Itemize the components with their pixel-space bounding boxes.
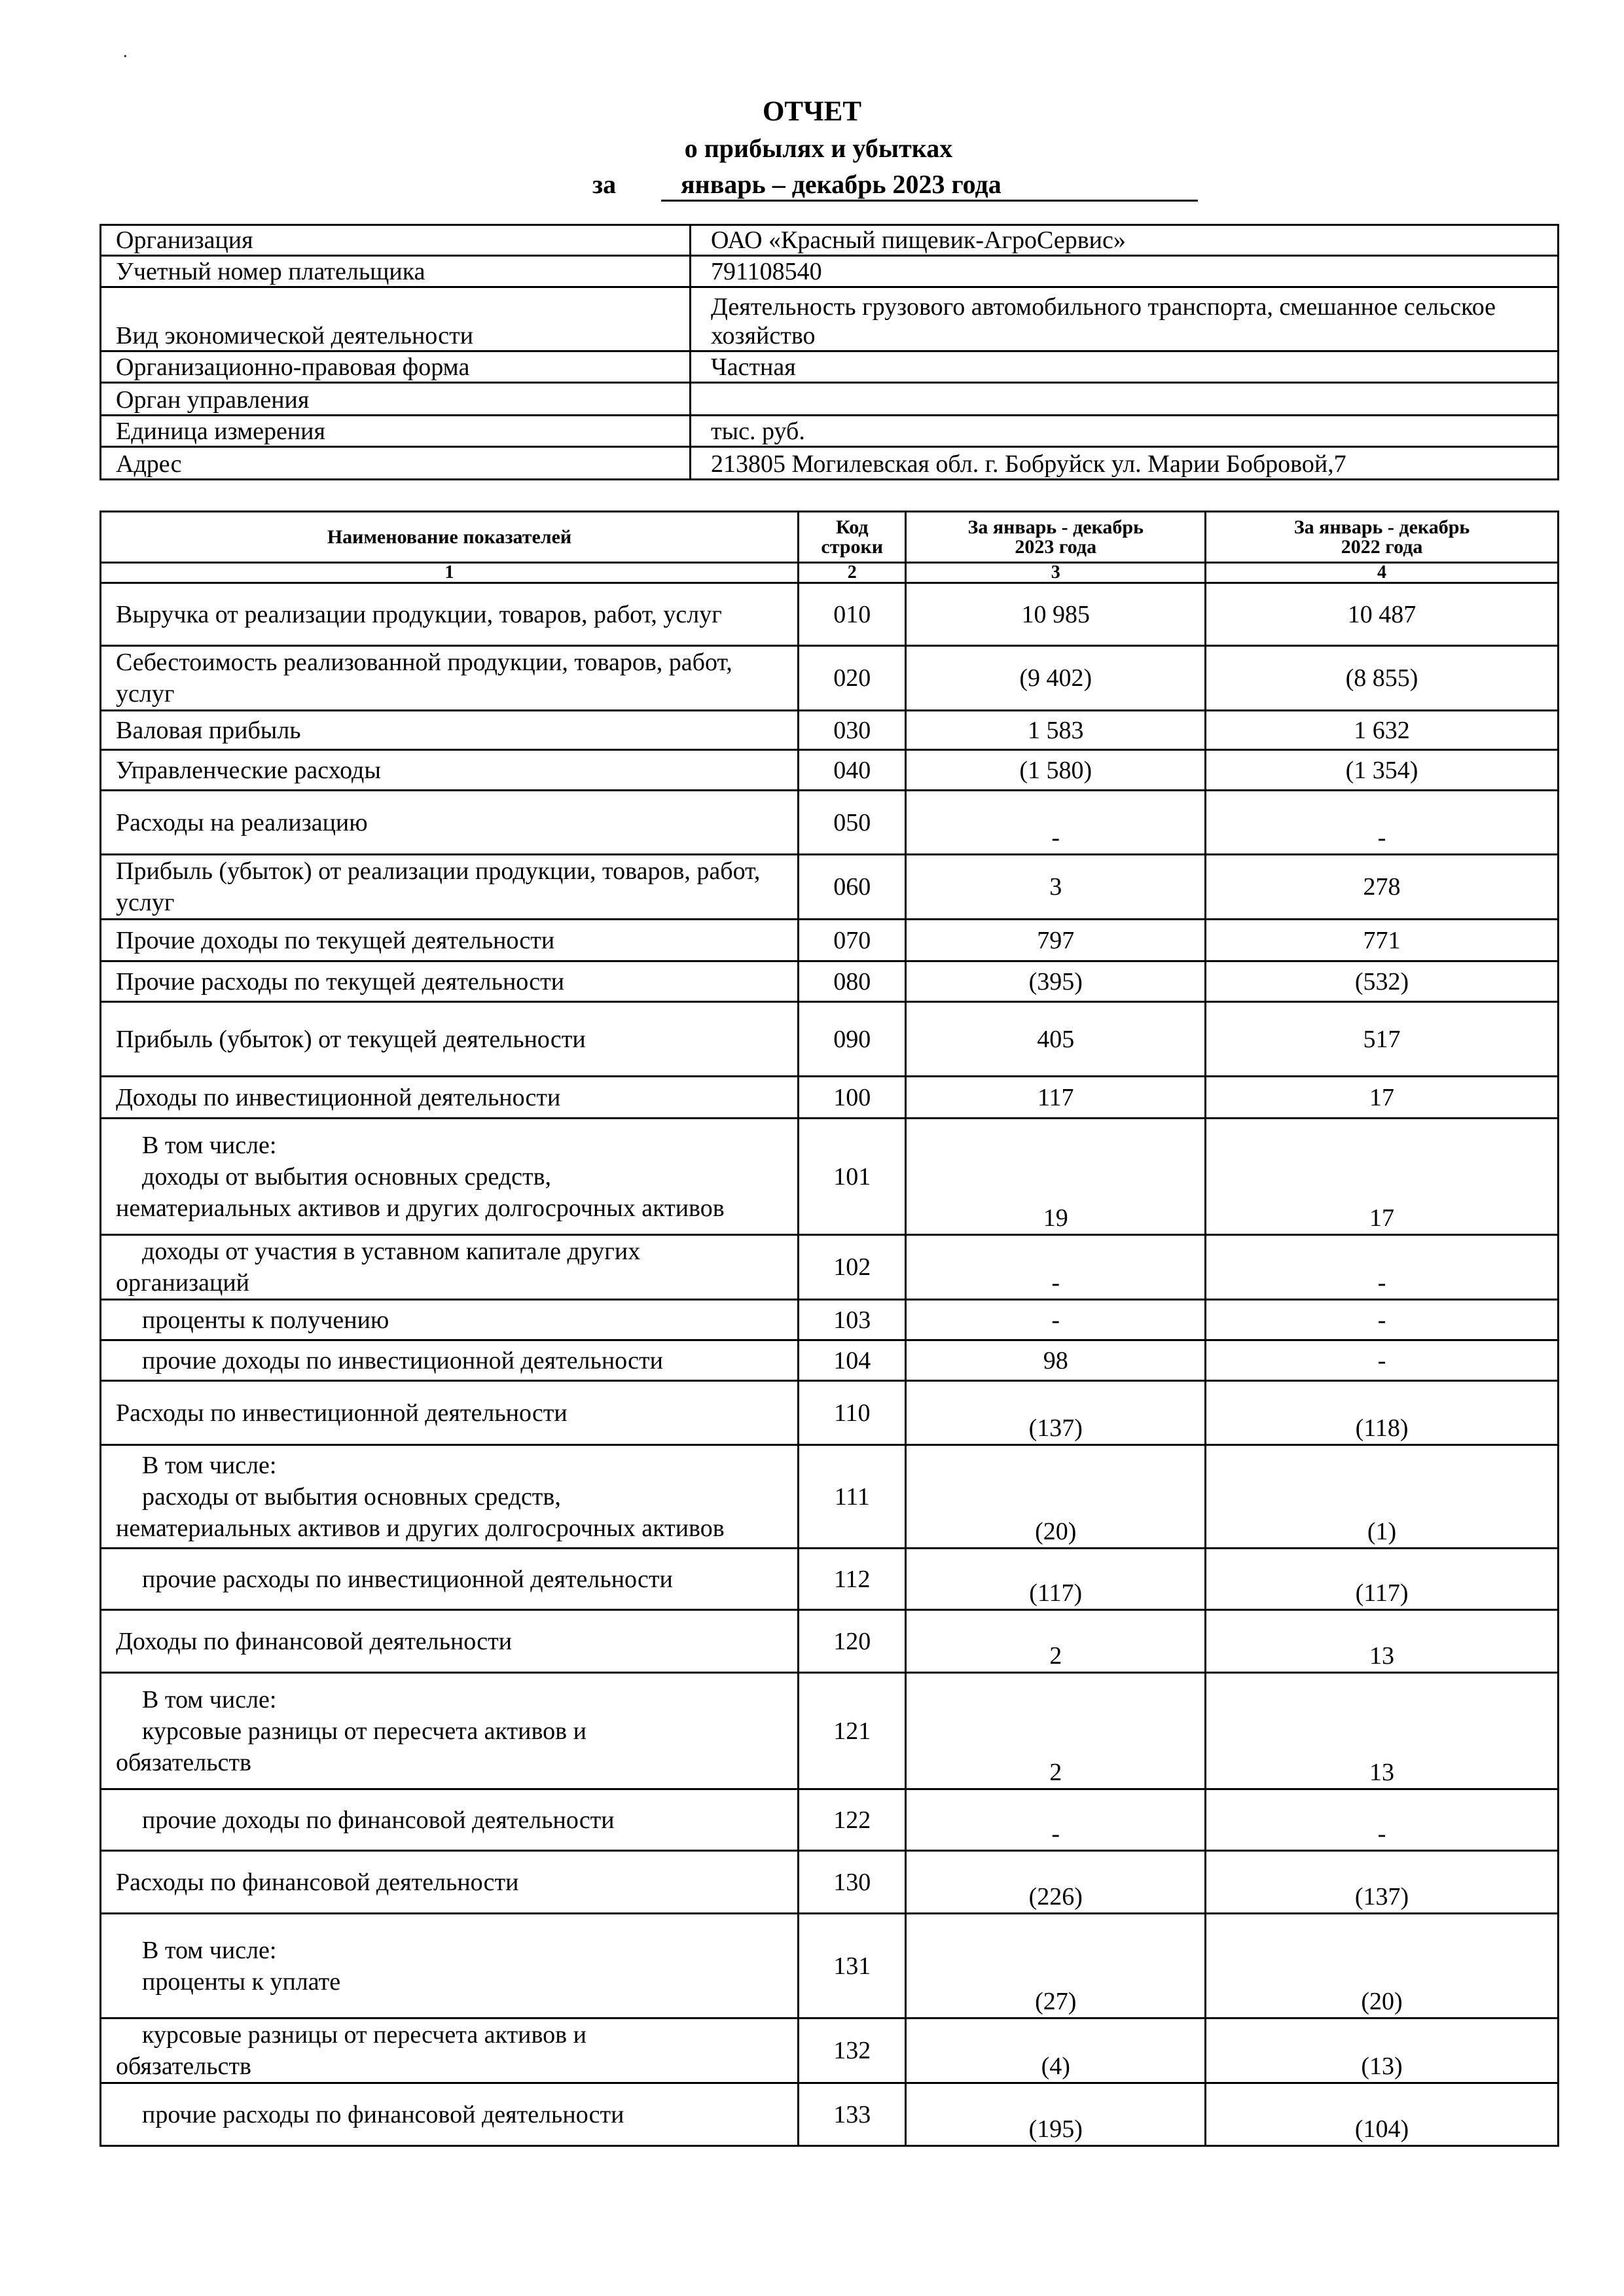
line-code: 101: [799, 1119, 906, 1235]
value-current-year: 98: [906, 1340, 1206, 1381]
table-row: [101, 1340, 1559, 1381]
indicator-name: [101, 791, 799, 855]
indicator-name-line: Себестоимость реализованной продукции, товаров, работ, услуг: [116, 649, 732, 708]
table-row: [101, 1851, 1559, 1914]
value-current-year: (137): [906, 1381, 1206, 1445]
header-previous-period: [1206, 512, 1559, 563]
indicator-name-line: доходы от выбытия основных средств,: [142, 1162, 552, 1191]
line-code: 122: [799, 1789, 906, 1851]
value-previous-year: 1 632: [1206, 711, 1559, 750]
value-current-year: (27): [906, 1914, 1206, 2018]
indicator-name: [101, 1340, 799, 1381]
header-previous-line: 2022 года: [1341, 535, 1423, 558]
value-previous-year: (118): [1206, 1381, 1559, 1445]
info-value: Деятельность грузового автомобильного транспорта, смешанное сельское хозяйство: [691, 287, 1559, 351]
line-code: 010: [799, 583, 906, 646]
indicator-name: [101, 583, 799, 646]
value-previous-year: -: [1206, 1235, 1559, 1300]
indicator-name-line: прочие доходы по инвестиционной деятельности: [142, 1346, 663, 1374]
column-number: 3: [906, 563, 1206, 583]
value-previous-year: (20): [1206, 1914, 1559, 2018]
line-code: 030: [799, 711, 906, 750]
indicator-name: [101, 1077, 799, 1119]
indicator-name: [101, 646, 799, 711]
value-previous-year: -: [1206, 1300, 1559, 1340]
indicator-name-line: Выручка от реализации продукции, товаров, работ, услуг: [116, 600, 722, 628]
value-previous-year: (8 855): [1206, 646, 1559, 711]
info-value: тыс. руб.: [691, 416, 1559, 447]
info-label: Адрес: [101, 447, 691, 480]
info-label: Организационно-правовая форма: [101, 351, 691, 383]
indicator-name-line: доходы от участия в уставном капитале других: [142, 1238, 641, 1265]
indicator-name: [101, 961, 799, 1002]
header-code-line: строки: [821, 535, 884, 558]
info-value: Частная: [691, 351, 1559, 383]
indicator-name-line: расходы от выбытия основных средств,: [142, 1482, 561, 1511]
indicator-name: [101, 920, 799, 961]
line-code: 020: [799, 646, 906, 711]
value-previous-year: 13: [1206, 1673, 1559, 1789]
table-body: [101, 583, 1559, 2146]
value-previous-year: 771: [1206, 920, 1559, 961]
indicator-name: [101, 1789, 799, 1851]
indicator-name-line: Расходы по финансовой деятельности: [116, 1868, 519, 1896]
table-row: [101, 2083, 1559, 2146]
column-number-row: [101, 563, 1559, 583]
value-current-year: 1 583: [906, 711, 1206, 750]
info-label: Учетный номер плательщика: [101, 256, 691, 287]
header-current-period: [906, 512, 1206, 563]
indicator-name: [101, 711, 799, 750]
indicator-name-line: проценты к уплате: [142, 1967, 341, 1996]
table-row: [101, 1119, 1559, 1235]
indicator-name: [101, 1235, 799, 1300]
indicator-name-line: Доходы по инвестиционной деятельности: [116, 1083, 561, 1111]
table-row: [101, 646, 1559, 711]
indicator-name-line: нематериальных активов и других долгосрочных активов: [116, 1514, 725, 1542]
info-row-address: [101, 447, 1559, 480]
value-current-year: 117: [906, 1077, 1206, 1119]
info-value: [691, 383, 1559, 416]
indicator-name-line: Расходы по инвестиционной деятельности: [116, 1399, 568, 1427]
info-value: 213805 Могилевская обл. г. Бобруйск ул. Марии Бобровой,7: [691, 447, 1559, 480]
line-code: 080: [799, 961, 906, 1002]
value-previous-year: (104): [1206, 2083, 1559, 2146]
header-current-line: 2023 года: [1015, 535, 1097, 558]
line-code: 102: [799, 1235, 906, 1300]
line-code: 112: [799, 1549, 906, 1610]
report-period: [0, 169, 1624, 203]
line-code: 090: [799, 1002, 906, 1077]
value-previous-year: -: [1206, 1789, 1559, 1851]
info-row-unit: [101, 416, 1559, 447]
indicator-name-line: обязательств: [116, 2053, 251, 2080]
table-row: [101, 1300, 1559, 1340]
indicator-name-line: В том числе:: [142, 1936, 277, 1964]
table-row: [101, 1381, 1559, 1445]
value-previous-year: (532): [1206, 961, 1559, 1002]
info-row-taxpayer-number: [101, 256, 1559, 287]
value-current-year: (395): [906, 961, 1206, 1002]
value-previous-year: 517: [1206, 1002, 1559, 1077]
table-row: [101, 1549, 1559, 1610]
value-previous-year: 17: [1206, 1077, 1559, 1119]
indicator-name: [101, 1549, 799, 1610]
value-current-year: 10 985: [906, 583, 1206, 646]
header-previous-line: За январь - декабрь: [1293, 516, 1470, 538]
line-code: 040: [799, 750, 906, 791]
table-row: [101, 1235, 1559, 1300]
line-code: 121: [799, 1673, 906, 1789]
indicator-name-line: организаций: [116, 1269, 250, 1297]
line-code: 111: [799, 1445, 906, 1549]
header-name: Наименование показателей: [101, 512, 799, 563]
line-code: 132: [799, 2018, 906, 2083]
info-label: Организация: [101, 225, 691, 256]
period-prefix: за: [592, 170, 617, 199]
value-previous-year: (1): [1206, 1445, 1559, 1549]
report-title: ОТЧЕТ: [762, 96, 862, 127]
indicator-name-line: Прочие расходы по текущей деятельности: [116, 967, 565, 996]
table-row: [101, 961, 1559, 1002]
value-current-year: (20): [906, 1445, 1206, 1549]
indicator-name-line: Валовая прибыль: [116, 716, 301, 744]
indicator-name: [101, 1119, 799, 1235]
indicator-name-line: обязательств: [116, 1748, 251, 1776]
line-code: 120: [799, 1610, 906, 1673]
value-previous-year: (117): [1206, 1549, 1559, 1610]
value-current-year: (117): [906, 1549, 1206, 1610]
value-previous-year: 17: [1206, 1119, 1559, 1235]
table-row: [101, 2018, 1559, 2083]
info-value: 791108540: [691, 256, 1559, 287]
header-current-line: За январь - декабрь: [967, 516, 1144, 538]
table-row: [101, 583, 1559, 646]
indicator-name: [101, 855, 799, 920]
info-label: Единица измерения: [101, 416, 691, 447]
value-previous-year: (13): [1206, 2018, 1559, 2083]
period-value: январь – декабрь 2023 года: [661, 169, 1198, 202]
indicator-name-line: В том числе:: [142, 1451, 277, 1479]
indicator-name: [101, 750, 799, 791]
indicator-name: [101, 1002, 799, 1077]
info-label: Орган управления: [101, 383, 691, 416]
indicator-name-line: Прочие доходы по текущей деятельности: [116, 926, 555, 954]
value-current-year: -: [906, 791, 1206, 855]
value-previous-year: 10 487: [1206, 583, 1559, 646]
value-previous-year: -: [1206, 791, 1559, 855]
value-previous-year: 13: [1206, 1610, 1559, 1673]
table-row: [101, 855, 1559, 920]
report-subtitle: о прибылях и убытках: [684, 134, 953, 163]
table-header-row: [101, 512, 1559, 563]
line-code: 131: [799, 1914, 906, 2018]
info-value: ОАО «Красный пищевик-АгроСервис»: [691, 225, 1559, 256]
indicator-name-line: прочие доходы по финансовой деятельности: [142, 1806, 615, 1834]
indicator-name: [101, 2083, 799, 2146]
indicator-name-line: Прибыль (убыток) от реализации продукции, товаров, работ, услуг: [116, 857, 761, 916]
info-row-organization: [101, 225, 1559, 256]
indicator-name: [101, 1381, 799, 1445]
line-code: 133: [799, 2083, 906, 2146]
indicator-name: [101, 1300, 799, 1340]
indicator-name-line: Прибыль (убыток) от текущей деятельности: [116, 1025, 586, 1053]
indicator-name: [101, 1445, 799, 1549]
column-number: 4: [1206, 563, 1559, 583]
value-previous-year: (1 354): [1206, 750, 1559, 791]
info-row-activity: [101, 287, 1559, 351]
indicator-name-line: В том числе:: [142, 1685, 277, 1713]
column-number: 2: [799, 563, 906, 583]
value-current-year: -: [906, 1300, 1206, 1340]
value-previous-year: 278: [1206, 855, 1559, 920]
value-current-year: (4): [906, 2018, 1206, 2083]
indicator-name: [101, 1914, 799, 2018]
value-current-year: 3: [906, 855, 1206, 920]
line-code: 070: [799, 920, 906, 961]
line-code: 100: [799, 1077, 906, 1119]
table-row: [101, 1673, 1559, 1789]
line-code: 130: [799, 1851, 906, 1914]
table-row: [101, 1789, 1559, 1851]
value-current-year: 405: [906, 1002, 1206, 1077]
table-row: [101, 1077, 1559, 1119]
indicator-name-line: курсовые разницы от пересчета активов и: [142, 2021, 586, 2049]
line-code: 060: [799, 855, 906, 920]
indicator-name: [101, 1673, 799, 1789]
table-row: [101, 1002, 1559, 1077]
table-row: [101, 1914, 1559, 2018]
value-current-year: (9 402): [906, 646, 1206, 711]
indicator-name-line: курсовые разницы от пересчета активов и: [142, 1717, 586, 1745]
table-row: [101, 1610, 1559, 1673]
value-previous-year: (137): [1206, 1851, 1559, 1914]
organization-info-table: [99, 224, 1559, 480]
indicator-name-line: Доходы по финансовой деятельности: [116, 1627, 513, 1655]
value-current-year: -: [906, 1789, 1206, 1851]
column-number: 1: [101, 563, 799, 583]
table-row: [101, 791, 1559, 855]
value-current-year: 797: [906, 920, 1206, 961]
info-label: Вид экономической деятельности: [101, 287, 691, 351]
value-current-year: (1 580): [906, 750, 1206, 791]
line-code: 110: [799, 1381, 906, 1445]
table-row: [101, 1445, 1559, 1549]
value-current-year: 2: [906, 1673, 1206, 1789]
value-previous-year: -: [1206, 1340, 1559, 1381]
value-current-year: -: [906, 1235, 1206, 1300]
value-current-year: 2: [906, 1610, 1206, 1673]
profit-loss-table: [99, 511, 1559, 2147]
indicator-name: [101, 1610, 799, 1673]
info-row-management-body: [101, 383, 1559, 416]
indicator-name-line: нематериальных активов и других долгосрочных активов: [116, 1194, 725, 1222]
corner-mark: .: [123, 42, 128, 61]
header-code: [799, 512, 906, 563]
indicator-name-line: прочие расходы по инвестиционной деятельности: [142, 1565, 673, 1593]
value-current-year: (195): [906, 2083, 1206, 2146]
indicator-name-line: В том числе:: [142, 1131, 277, 1159]
value-current-year: (226): [906, 1851, 1206, 1914]
header-code-line: Код: [835, 516, 869, 538]
indicator-name: [101, 1851, 799, 1914]
indicator-name-line: прочие расходы по финансовой деятельности: [142, 2100, 624, 2128]
indicator-name-line: Расходы на реализацию: [116, 808, 368, 836]
value-current-year: 19: [906, 1119, 1206, 1235]
line-code: 103: [799, 1300, 906, 1340]
info-row-legal-form: [101, 351, 1559, 383]
table-row: [101, 711, 1559, 750]
line-code: 050: [799, 791, 906, 855]
indicator-name: [101, 2018, 799, 2083]
indicator-name-line: Управленческие расходы: [116, 756, 381, 784]
line-code: 104: [799, 1340, 906, 1381]
table-row: [101, 920, 1559, 961]
indicator-name-line: проценты к получению: [142, 1306, 389, 1334]
table-row: [101, 750, 1559, 791]
